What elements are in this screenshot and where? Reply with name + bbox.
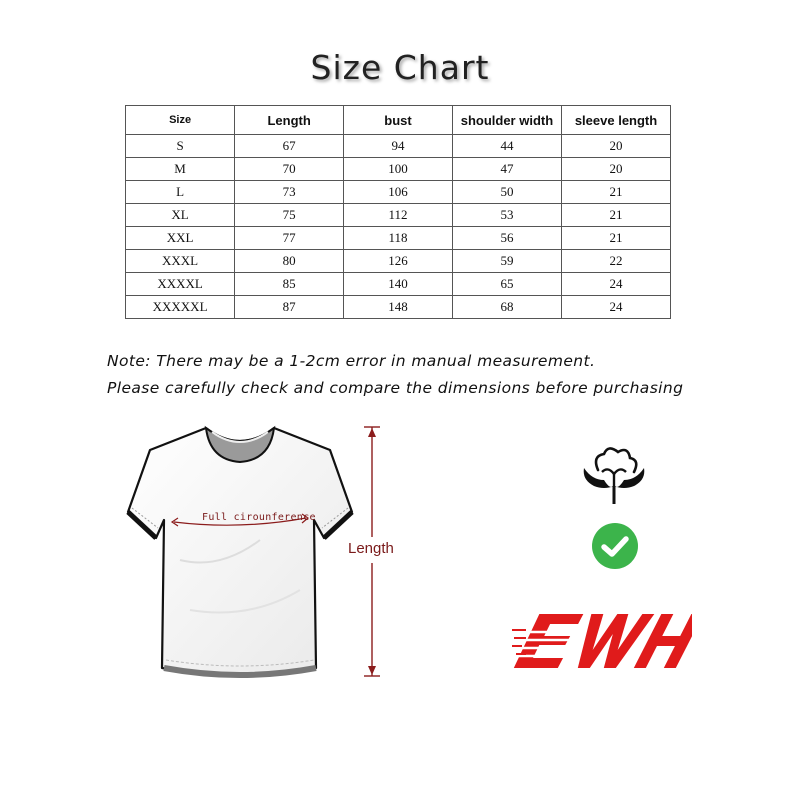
header-size: Size <box>126 106 235 135</box>
measurement-note: Note: There may be a 1-2cm error in manual measurement. <box>107 352 596 370</box>
check-circle-icon <box>591 522 639 570</box>
cell-size: M <box>126 158 235 181</box>
cell-shoulder: 50 <box>452 181 561 204</box>
header-sleeve-length: sleeve length <box>562 106 671 135</box>
table-header-row <box>126 106 671 135</box>
cell-size: XL <box>126 204 235 227</box>
length-label: Length <box>348 540 394 557</box>
cell-size: S <box>126 135 235 158</box>
cell-length: 73 <box>235 181 344 204</box>
cell-length: 87 <box>235 296 344 319</box>
cell-size: XXL <box>126 227 235 250</box>
table-row <box>126 135 671 158</box>
table-row <box>126 227 671 250</box>
cell-length: 70 <box>235 158 344 181</box>
cell-sleeve: 21 <box>562 227 671 250</box>
cell-shoulder: 65 <box>452 273 561 296</box>
table-row <box>126 296 671 319</box>
purchase-note: Please carefully check and compare the dimensions before purchasing <box>107 379 684 397</box>
cell-sleeve: 22 <box>562 250 671 273</box>
cell-bust: 126 <box>344 250 453 273</box>
cell-sleeve: 20 <box>562 135 671 158</box>
table-row <box>126 181 671 204</box>
ewh-logo <box>512 612 692 678</box>
cell-shoulder: 47 <box>452 158 561 181</box>
cell-shoulder: 53 <box>452 204 561 227</box>
cell-sleeve: 24 <box>562 273 671 296</box>
cell-sleeve: 24 <box>562 296 671 319</box>
cell-bust: 94 <box>344 135 453 158</box>
table-row <box>126 158 671 181</box>
header-bust: bust <box>344 106 453 135</box>
cell-size: L <box>126 181 235 204</box>
cell-bust: 100 <box>344 158 453 181</box>
cell-length: 80 <box>235 250 344 273</box>
circumference-label: Full cirounference <box>202 512 316 523</box>
table-row <box>126 204 671 227</box>
cell-size: XXXXL <box>126 273 235 296</box>
cell-sleeve: 21 <box>562 181 671 204</box>
page-title: Size Chart <box>310 48 490 87</box>
cell-sleeve: 21 <box>562 204 671 227</box>
cotton-flower-icon <box>578 446 650 506</box>
cell-shoulder: 59 <box>452 250 561 273</box>
header-shoulder-width: shoulder width <box>452 106 561 135</box>
cell-shoulder: 44 <box>452 135 561 158</box>
cell-length: 85 <box>235 273 344 296</box>
cell-shoulder: 56 <box>452 227 561 250</box>
cell-size: XXXL <box>126 250 235 273</box>
size-table <box>125 105 671 319</box>
header-length: Length <box>235 106 344 135</box>
cell-length: 75 <box>235 204 344 227</box>
cell-length: 77 <box>235 227 344 250</box>
cell-sleeve: 20 <box>562 158 671 181</box>
cell-size: XXXXXL <box>126 296 235 319</box>
cell-shoulder: 68 <box>452 296 561 319</box>
cell-bust: 148 <box>344 296 453 319</box>
table-row <box>126 273 671 296</box>
cell-length: 67 <box>235 135 344 158</box>
cell-bust: 118 <box>344 227 453 250</box>
table-row <box>126 250 671 273</box>
tshirt-illustration <box>120 420 360 682</box>
cell-bust: 112 <box>344 204 453 227</box>
cell-bust: 140 <box>344 273 453 296</box>
cell-bust: 106 <box>344 181 453 204</box>
